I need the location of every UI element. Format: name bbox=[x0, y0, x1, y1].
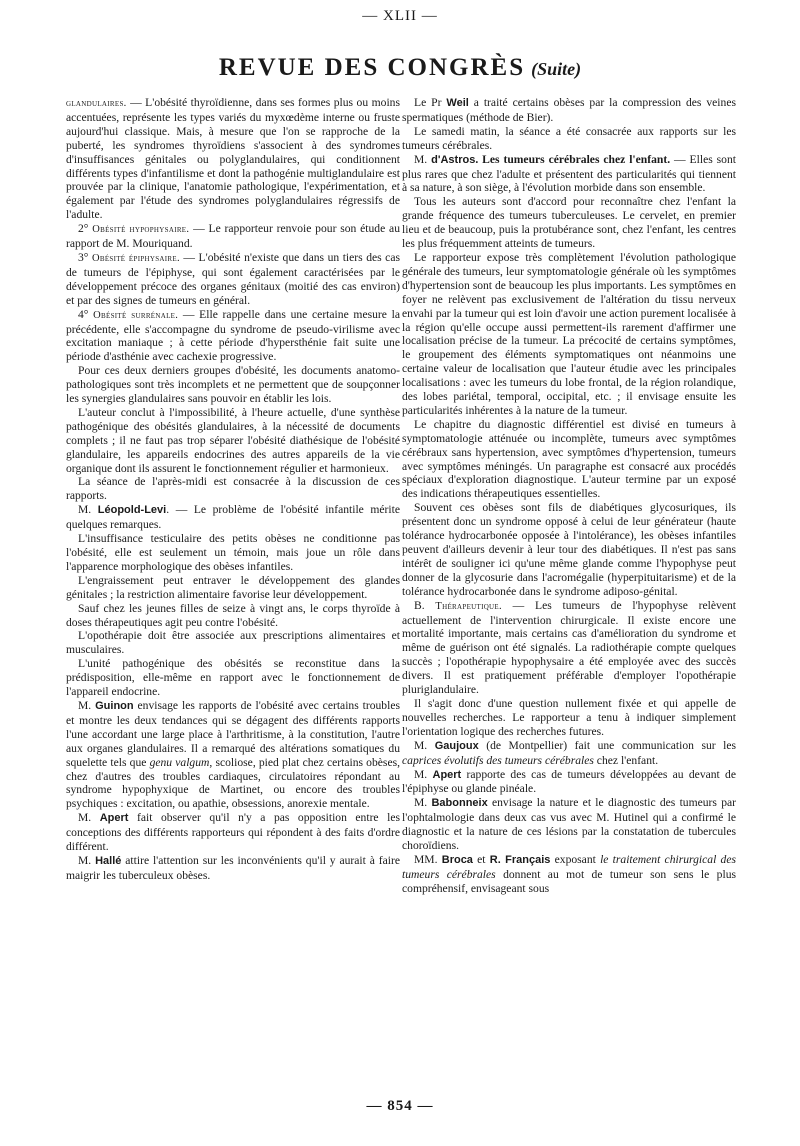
paragraph: L'auteur conclut à l'impossibilité, à l'heure actuelle, d'une synthèse pathogénique des obésités glandulaires, à la nécessité de documents complets ; il ne faut pas trop séparer l'obésité diathésique de l'obésité glandulaire, les appareils endocrines des autres appareils de la vie organique dont ils assurent le fonctionnement régulier et harmonieux. bbox=[66, 405, 400, 475]
paragraph bbox=[66, 811, 400, 854]
title-prefix: M. bbox=[78, 811, 100, 825]
speaker-name: Hallé bbox=[95, 854, 122, 867]
speaker-name: Apert bbox=[432, 768, 462, 781]
paragraph bbox=[402, 853, 736, 896]
paragraph-text: envisage les rapports de l'obésité avec certains troubles et montre les deux tendances qui se dégagent des différents rapports l'une accordant une large place à l'arthritisme, à la constitution, l'autre aux organes glandulaires. Il a remarqué des altérations somatiques du squelette tels que bbox=[66, 698, 400, 769]
paragraph-text: — Elle rappelle dans une certaine mesure la précédente, elle s'accompagne du syndrome de pseudo-virilisme avec excitation maniaque ; à cette période d'hypersthénie fait suite une période d'asthénie avec cachexie progressive. bbox=[66, 307, 400, 364]
speaker-name: Apert bbox=[99, 812, 129, 825]
title-prefix: M. bbox=[414, 152, 432, 166]
title-prefix: M. bbox=[78, 503, 98, 517]
paragraph-text: exposant bbox=[550, 852, 601, 866]
paragraph bbox=[402, 796, 736, 853]
speaker-name: Gaujoux bbox=[434, 739, 479, 752]
paragraph bbox=[402, 739, 736, 768]
paragraph-text: envisage la nature et le diagnostic des tumeurs par l'ophtalmologie dans deux cas vus avec M. Hutinel qui a confirmé le diagnostic et la nature de ces lésions par la constatation de tubercules choroïdiens. bbox=[402, 796, 737, 853]
paragraph bbox=[402, 768, 736, 797]
page-title bbox=[0, 52, 800, 85]
title-prefix: MM. bbox=[414, 852, 442, 866]
paragraph-text: — L'obésité thyroïdienne, dans ses formes plus ou moins accentuées, représente les types variés du myxœdème interne ou fruste aujourd'hui classique. Mais, à mesure que l'on se rapproche de la puberté, les syndromes thyroïdiens s'associent à des syndromes d'insuffisances génitales ou polyglandulaires, qui conditionnent différents types d'infantilisme et dont la pathogénie multiglandulaire est prouvée par la clinique, l'anatomie pathologique, l'expérimentation, et également par l'étude des syndromes polyglandulaires régressifs de l'adulte. bbox=[66, 96, 400, 222]
speaker-name: Weil bbox=[446, 97, 469, 109]
paragraph-text: — L'obésité n'existe que dans un tiers des cas de tumeurs de l'épiphyse, qui sont également caractérisées par le développement précoce des organes génitaux (moitié des cas environ) et par des signes de tumeurs en général. bbox=[66, 250, 400, 307]
paragraph bbox=[66, 222, 400, 251]
paragraph-text: . — Le problème de l'obésité infantile mérite quelques remarques. bbox=[66, 503, 400, 532]
section-label: Obésité hypophysaire. bbox=[92, 224, 190, 236]
speaker-name: Guinon bbox=[95, 699, 134, 712]
speaker-name: Broca bbox=[441, 853, 473, 866]
paragraph-text: rapporte des cas de tumeurs développées au devant de l'épiphyse ou glande pinéale. bbox=[402, 767, 737, 796]
paragraph-text: , scoliose, pied plat chez certains obèses, chez d'autres des troubles cardiaques, circulatoires répondant au syndrome hypophyxique de Martinet, ou encore des troubles psychiques : excitation, ou apathie, obsessions, anorexie mentale. bbox=[66, 755, 400, 811]
right-column bbox=[402, 96, 736, 896]
paragraph bbox=[66, 251, 400, 308]
report-title: . Les tumeurs cérébrales chez l'enfant. bbox=[475, 152, 671, 166]
left-column bbox=[66, 96, 400, 883]
speaker-name: R. Français bbox=[489, 853, 551, 866]
paragraph-text: (de Montpellier) fait une communication sur les bbox=[478, 738, 736, 752]
paragraph-text: — Elles sont plus rares que chez l'adulte et présentent des particularités qui tiennent à sa nature, à son siège, à l'évolution morbide dans son ensemble. bbox=[402, 152, 736, 195]
paragraph bbox=[66, 699, 400, 811]
paragraph: L'opothérapie doit être associée aux prescriptions alimentaires et musculaires. bbox=[66, 629, 400, 657]
speaker-name: Léopold-Levi bbox=[97, 504, 167, 517]
paragraph: Souvent ces obèses sont fils de diabétiques glycosuriques, ils présentent donc un syndrome opposé à celui de leur générateur (haute tolérance hydrocarbonée opposée à l'intolérance), les obèses infantiles peuvent d'ailleurs devenir à leur tour des diabétiques. Il n'est pas sans intérêt de souligner ici qu'une même glande comme l'hypophyse peut donner de la glycosurie dans l'acromégalie (hyperpituitarisme) et de la tolérance hydrocarbonée dans le syndrome adiposo-génital. bbox=[402, 501, 736, 598]
speaker-name: d'Astros bbox=[431, 153, 476, 166]
page-number: — 854 — bbox=[366, 1098, 434, 1114]
paragraph-text: — Le rapporteur renvoie pour son étude au rapport de M. Mouriquand. bbox=[66, 222, 400, 251]
section-label: Thérapeutique. bbox=[435, 600, 502, 612]
paragraph-text: et bbox=[472, 852, 490, 866]
paragraph bbox=[402, 599, 736, 697]
paragraph-text: chez l'enfant. bbox=[593, 753, 659, 767]
italic-term: caprices évolutifs des tumeurs cérébrales bbox=[402, 753, 594, 767]
title-prefix: M. bbox=[78, 698, 96, 712]
paragraph: Le samedi matin, la séance a été consacrée aux rapports sur les tumeurs cérébrales. bbox=[402, 124, 736, 152]
paragraph: Le chapitre du diagnostic différentiel est divisé en tumeurs à symptomatologie atténuée ou incomplète, tumeurs avec symptômes cérébraux sans hypertension, avec symptômes d'hypertension, tumeurs avec symptômes méningés. Un paragraphe est consacré aux procédés spéciaux d'exploration diagnostique. L'auteur termine par un exposé des indications thérapeutiques essentielles. bbox=[402, 417, 736, 501]
paragraph: Tous les auteurs sont d'accord pour reconnaître chez l'enfant la grande fréquence des tumeurs tuberculeuses. Le cervelet, en premier lieu et de beaucoup, puis la protubérance sont, chez l'enfant, les centres les plus fréquemment atteints de tumeurs. bbox=[402, 195, 736, 251]
section-label: glandulaires. bbox=[66, 98, 127, 109]
paragraph bbox=[402, 96, 736, 125]
paragraph bbox=[66, 854, 400, 883]
title-prefix: Le Pr bbox=[414, 96, 447, 109]
italic-term: genu valgum bbox=[149, 755, 210, 769]
title-prefix: M. bbox=[414, 796, 432, 810]
paragraph-text: fait observer qu'il n'y a pas opposition entre les conceptions des différents rapporteurs qui répondent à des faits d'ordre différent. bbox=[66, 811, 400, 854]
paragraph bbox=[66, 308, 400, 365]
item-number: B. bbox=[414, 598, 436, 612]
paragraph-text: — Les tumeurs de l'hypophyse relèvent actuellement de l'intervention chirurgicale. Il existe encore une mortalité importante, mais certains cas d'amélioration du syndrome et même de guérison ont été signalés. La radiothérapie compte quelques succès ; l'opothérapie hypophysaire a été employée avec des succès divers. Il est pratiquement préférable d'employer l'opothérapie pluriglandulaire. bbox=[402, 598, 737, 697]
title-main: REVUE DES CONGRÈS bbox=[218, 54, 526, 81]
paragraph bbox=[402, 153, 736, 196]
paragraph-text: a traité certains obèses par la compression des veines spermatiques (méthode de Bier). bbox=[402, 96, 736, 124]
italic-term: le traitement chirurgical des tumeurs cérébrales bbox=[402, 852, 736, 881]
paragraph: Il s'agit donc d'une question nullement fixée et qui appelle de nouvelles recherches. Le rapporteur a tenu à indiquer simplement l'orientation logique des recherches futures. bbox=[402, 696, 736, 738]
paragraph: La séance de l'après-midi est consacrée à la discussion de ces rapports. bbox=[66, 475, 400, 503]
item-number: 3° bbox=[78, 250, 92, 264]
item-number: 2° bbox=[78, 222, 93, 236]
running-header: — XLII — bbox=[362, 8, 438, 24]
title-prefix: M. bbox=[414, 738, 435, 752]
section-label: Obésité épiphysaire. bbox=[91, 252, 180, 264]
paragraph-text: attire l'attention sur les inconvénients qu'il y aurait à faire maigrir les tuberculeux obèses. bbox=[66, 853, 400, 882]
paragraph: Pour ces deux derniers groupes d'obésité, les documents anatomo-pathologiques sont très incomplets et ne permettent que de soupçonner les synergies glandulaires sans pouvoir en établir les lois. bbox=[66, 364, 400, 406]
paragraph-text: donnent au mot de tumeur son sens le plus compréhensif, envisageant sous bbox=[402, 867, 736, 895]
paragraph: L'unité pathogénique des obésités se reconstitue dans la prédisposition, elle-même en rapport avec le fonctionnement de l'appareil endocrine. bbox=[66, 657, 400, 699]
title-prefix: M. bbox=[78, 853, 96, 867]
paragraph bbox=[66, 96, 400, 222]
paragraph: Sauf chez les jeunes filles de seize à vingt ans, le corps thyroïde à doses thérapeutiques agit peu contre l'obésité. bbox=[66, 601, 400, 629]
paragraph: L'insuffisance testiculaire des petits obèses ne conditionne pas l'obésité, elle est seulement un témoin, mais joue un rôle dans l'apparence morphologique des obèses infantiles. bbox=[66, 532, 400, 573]
title-prefix: M. bbox=[414, 767, 433, 781]
paragraph bbox=[66, 503, 400, 532]
paragraph: L'engraissement peut entraver le développement des glandes génitales ; la restriction alimentaire favorise leur développement. bbox=[66, 573, 400, 601]
title-suite: (Suite) bbox=[531, 59, 582, 79]
paragraph: Le rapporteur expose très complètement l'évolution pathologique générale des tumeurs, leur symptomatologie générale où les symptômes d'hypertension sont de beaucoup les plus importants. Les symptômes en foyer ne relèvent pas exclusivement de l'altération du tissu nerveux envahi par la tumeur qui est loin d'avoir une action purement localisée à la région qu'elle occupe aussi permettent-ils rarement d'affirmer une localisation précise de la tumeur. La précocité de certains symptômes, le groupement des éléments symptomatiques ont néanmoins une certaine valeur de localisation que l'auteur étudie avec les principales localisations : avec les tumeurs du lobe frontal, de la région rolandique, des lobes pariétal, temporal, occipital, etc. ; il envisage ensuite les particularités inhérentes à la nature de la tumeur. bbox=[402, 250, 736, 417]
speaker-name: Babonneix bbox=[431, 797, 488, 810]
item-number: 4° bbox=[78, 307, 94, 321]
section-label: Obésité surrénale. bbox=[93, 309, 179, 321]
